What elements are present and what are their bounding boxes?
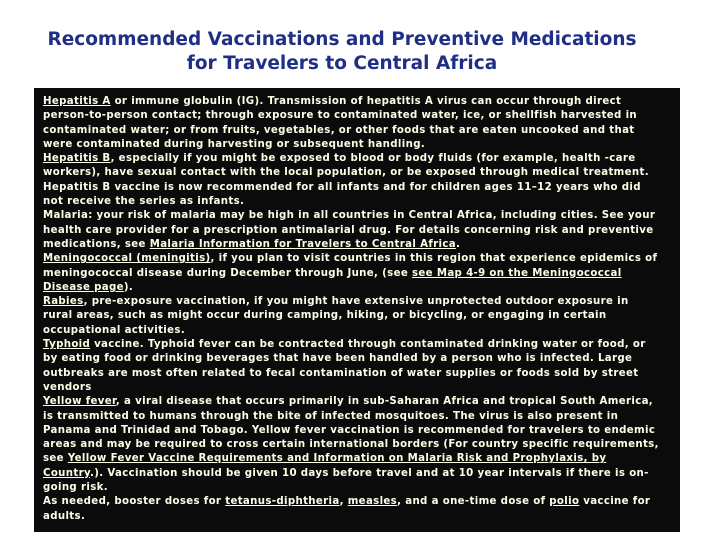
title-line-1: Recommended Vaccinations and Preventive Medications	[47, 29, 637, 50]
yellow-fever-link[interactable]: Yellow fever	[43, 396, 116, 408]
booster-sep-2: , and a one-time dose of	[397, 496, 550, 508]
hepatitis-a-link[interactable]: Hepatitis A	[43, 96, 111, 107]
item-hepatitis-a	[43, 95, 659, 152]
malaria-info-link[interactable]: Malaria Information for Travelers to Central Africa	[149, 238, 456, 250]
item-meningococcal	[43, 252, 659, 295]
item-malaria	[43, 209, 659, 252]
hepatitis-a-text: or immune globulin (IG). Transmission of hepatitis A virus can occur through direct person-to-person contact; through exposure to contaminated water, ice, or shellfish harvested in contaminated water; or from fruits, vegetables, or other foods that are eaten uncooked and that were contaminated during harvesting or subsequent handling.	[43, 96, 638, 150]
tetanus-diphtheria-link[interactable]: tetanus-diphtheria	[225, 496, 340, 508]
yellow-fever-end: .). Vaccination should be given 10 days before travel and at 10 year intervals if there is on-going risk.	[43, 467, 649, 494]
hepatitis-b-text: , especially if you might be exposed to blood or body fluids (for example, health -care workers), have sexual contact with the local population, or be exposed through medical treatment. Hepatitis B vaccine is now recommended for all infants and for children ages 11–12 years who did not receive the series as infants.	[43, 153, 649, 208]
content-body	[43, 95, 659, 524]
yellow-fever-requirements-link[interactable]: Yellow Fever Vaccine Requirements and Information on Malaria Risk and Prophylaxis, by Country	[43, 453, 607, 479]
malaria-text: Malaria: your risk of malaria may be high in all countries in Central Africa, including cities. See your health care provider for a prescription antimalarial drug. For details concerning risk and preventive medications, see	[43, 210, 656, 250]
typhoid-text: vaccine. Typhoid fever can be contracted through contaminated drinking water or food, or by eating food or drinking beverages that have been handled by a person who is infected. Large outbreaks are most often related to fecal contamination of water supplies or foods sold by street vendors	[43, 339, 646, 393]
meningococcal-text: , if you plan to visit countries in this region that experience epidemics of meningococcal disease during December through June, (see	[43, 253, 658, 279]
title-line-2: for Travelers to Central Africa	[186, 53, 498, 74]
polio-link[interactable]: polio	[549, 496, 580, 508]
measles-link[interactable]: measles	[347, 496, 398, 508]
malaria-end: .	[455, 238, 461, 250]
booster-sep-1: ,	[339, 496, 348, 508]
meningococcal-link[interactable]: Meningococcal (meningitis)	[43, 253, 211, 265]
item-boosters	[43, 495, 659, 524]
item-yellow-fever	[43, 395, 659, 495]
slide-title	[0, 28, 684, 76]
yellow-fever-text: , a viral disease that occurs primarily in sub-Saharan Africa and tropical South America, is transmitted to humans through the bite of infected mosquitoes. The virus is also present in Panama and Trinidad and Tobago. Yellow fever vaccination is recommended for travelers to endemic areas and may be required to cross certain international borders (For country specific requirements, see	[43, 396, 659, 465]
typhoid-link[interactable]: Typhoid	[43, 339, 91, 351]
meningococcal-map-link[interactable]: see Map 4-9 on the Meningococcal Disease page	[43, 267, 622, 293]
hepatitis-b-link[interactable]: Hepatitis B	[43, 153, 111, 165]
item-typhoid	[43, 338, 659, 395]
booster-text: As needed, booster doses for	[43, 496, 226, 508]
rabies-text: , pre-exposure vaccination, if you might have extensive unprotected outdoor exposure in rural areas, such as might occur during camping, hiking, or bicycling, or engaging in certain occupational activities.	[43, 296, 629, 336]
item-rabies	[43, 295, 659, 338]
rabies-link[interactable]: Rabies	[43, 296, 84, 308]
meningococcal-end: ).	[123, 281, 134, 293]
item-hepatitis-b	[43, 152, 659, 209]
booster-end: vaccine for adults.	[43, 496, 651, 522]
